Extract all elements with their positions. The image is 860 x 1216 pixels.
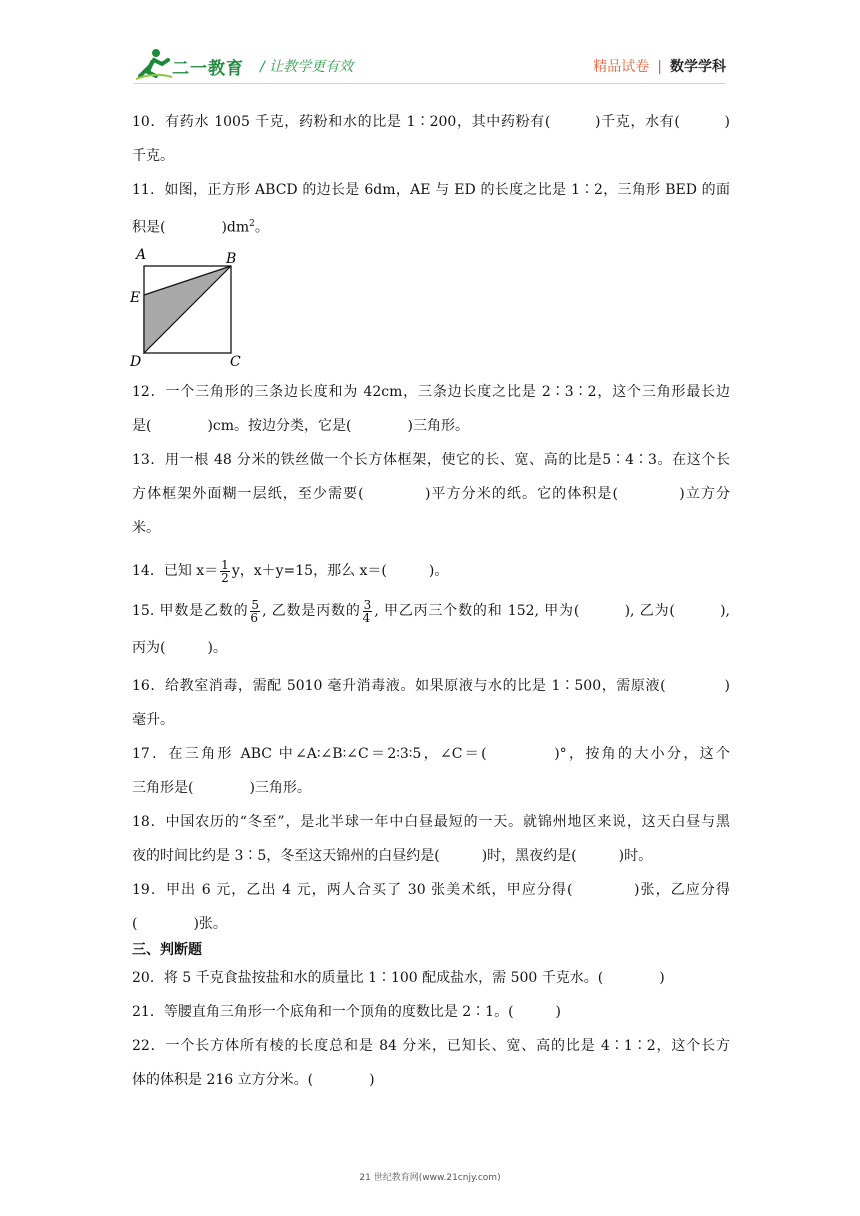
label-subject: 数学学科 [670,59,726,75]
header-divider [134,83,726,84]
q17-line1: 17．在三角形 ABC 中∠A∶∠B∶∠C＝2∶3∶5，∠C＝( )°，按角的大小分，这个 [132,746,730,762]
q12-line1: 12．一个三角形的三条边长度和为 42cm，三条边长度之比是 2∶3∶2，这个三角形最长边 [132,384,730,400]
page-header [134,46,726,86]
q19-line2: ( )张。 [132,916,227,932]
q14-frac-den: 2 [221,570,229,585]
q18-line1: 18．中国农历的“冬至”，是北半球一年中白昼最短的一天。就锦州地区来说，这天白昼与黑 [132,814,730,830]
q15-text-post: , 甲乙丙三个数的和 152, 甲为( ), 乙为( ), [374,603,731,619]
q15-frac1-den: 6 [250,610,259,625]
section-heading-judgement: 三、判断题 [132,942,202,958]
runner-logo-icon [134,46,174,82]
q15-fraction-1 [250,599,260,624]
q15-line2: 丙为( )。 [132,640,227,656]
q11-end: 。 [254,219,269,236]
q20-line: 20．将 5 千克食盐按盐和水的质量比 1∶100 配成盐水，需 500 千克水。( ) [132,970,665,986]
q22-line2: 体的体积是 216 立方分米。( ) [132,1072,375,1088]
q11-text: 积是( )dm [132,219,250,236]
slogan: / 让教学更有效 [260,59,354,75]
q18-line2: 夜的时间比约是 3∶5，冬至这天锦州的白昼约是( )时，黑夜约是( )时。 [132,848,653,864]
triangle-bed [144,266,231,353]
q13-line3: 米。 [132,520,160,536]
q14-line [132,554,730,588]
logo-text: 二一教育 [172,59,244,79]
q14-text-post: y，x＋y=15，那么 x＝( )。 [231,563,449,579]
q13-line2: 方体框架外面糊一层纸，至少需要( )平方分米的纸。它的体积是( )立方分 [132,486,730,502]
page-footer: 21 世纪教育网(www.21cnjy.com) [359,1173,501,1183]
q15-line1 [132,594,730,628]
label-b: B [226,251,237,267]
q15-frac1-num: 5 [251,597,260,612]
q10-line2: 千克。 [132,148,174,164]
q16-line1: 16．给教室消毒，需配 5010 毫升消毒液。如果原液与水的比是 1∶500，需原液( ) [132,678,730,694]
q15-frac2-den: 4 [362,610,371,625]
label-d: D [130,354,142,368]
q21-line: 21．等腰直角三角形一个底角和一个顶角的度数比是 2∶1。( ) [132,1004,562,1020]
q14-frac-num: 1 [221,557,229,572]
q11-line1: 11．如图，正方形 ABCD 的边长是 6dm，AE 与 ED 的长度之比是 1∶2，三角形 BED 的面 [132,182,730,198]
q22-line1: 22．一个长方体所有棱的长度总和是 84 分米，已知长、宽、高的比是 4∶1∶2，这个长方 [132,1038,730,1054]
logo [134,46,254,82]
q14-fraction [220,559,230,584]
label-e: E [130,290,141,306]
q15-frac2-num: 3 [363,597,372,612]
label-premium-exam: 精品试卷 [593,59,650,75]
q11-line2 [132,212,730,236]
q13-line1: 13．用一根 48 分米的铁丝做一个长方体框架，使它的长、宽、高的比是5∶4∶3。在这个长 [132,452,730,468]
q12-line2: 是( )cm。按边分类，它是( )三角形。 [132,418,469,434]
q14-text-pre: 14．已知 x＝ [132,563,219,579]
q15-text-mid: , 乙数是丙数的 [262,603,361,619]
q17-line2: 三角形是( )三角形。 [132,780,311,796]
q15-text-pre: 15. 甲数是乙数的 [132,603,249,619]
q16-line2: 毫升。 [132,712,174,728]
q10-line1: 10．有药水 1005 千克，药粉和水的比是 1∶200，其中药粉有( )千克，水有( ) [132,114,730,130]
q11-superscript: 2 [249,219,255,229]
label-c: C [230,354,241,368]
header-separator: | [657,59,662,75]
q15-fraction-2 [363,599,373,624]
square-abcd-figure [128,246,246,368]
label-a: A [136,247,147,263]
brand-right [593,56,726,76]
q19-line1: 19．甲出 6 元，乙出 4 元，两人合买了 30 张美术纸，甲应分得( )张，乙应分得 [132,882,730,898]
